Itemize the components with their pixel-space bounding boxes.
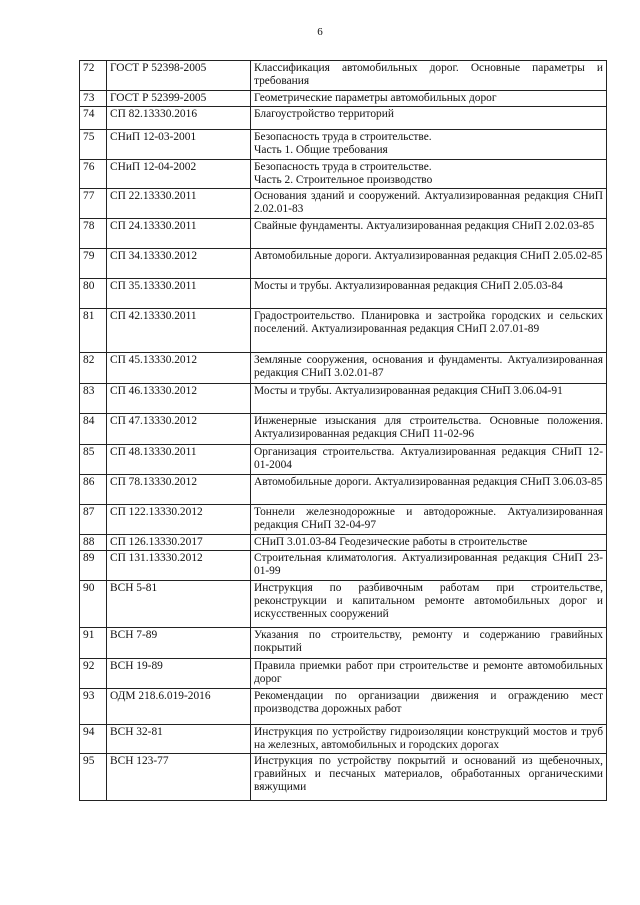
table-row bbox=[80, 249, 607, 279]
table-row bbox=[80, 659, 607, 689]
document-title bbox=[251, 659, 607, 689]
row-number: 83 bbox=[80, 384, 107, 414]
row-number: 91 bbox=[80, 628, 107, 659]
document-code: СП 22.13330.2011 bbox=[107, 189, 251, 219]
document-title-line: Тоннели железнодорожные и автодорожные. Актуализированная редакция СНиП 32-04-97 bbox=[254, 506, 603, 531]
document-code: СНиП 12-03-2001 bbox=[107, 130, 251, 160]
row-number: 72 bbox=[80, 61, 107, 91]
document-title bbox=[251, 189, 607, 219]
table-row bbox=[80, 189, 607, 219]
table-row bbox=[80, 754, 607, 801]
document-title-line: Часть 1. Общие требования bbox=[254, 144, 388, 156]
document-code: СП 47.13330.2012 bbox=[107, 414, 251, 445]
table-row bbox=[80, 279, 607, 309]
row-number: 76 bbox=[80, 160, 107, 189]
document-title-line: СНиП 3.01.03-84 Геодезические работы в строительстве bbox=[254, 536, 528, 548]
row-number: 89 bbox=[80, 551, 107, 581]
document-title-line: Инструкция по разбивочным работам при строительстве, реконструкции и капитальном ремонте автомобильных дорог и искусственных сооружений bbox=[254, 582, 603, 620]
document-title bbox=[251, 107, 607, 130]
document-title-line: Безопасность труда в строительстве. bbox=[254, 161, 432, 173]
document-title bbox=[251, 628, 607, 659]
document-title-line: Рекомендации по организации движения и ограждению мест производства дорожных работ bbox=[254, 690, 603, 715]
table-row bbox=[80, 475, 607, 505]
normative-documents-table bbox=[79, 60, 607, 801]
document-title bbox=[251, 91, 607, 107]
document-title-line: Безопасность труда в строительстве. bbox=[254, 131, 432, 143]
row-number: 88 bbox=[80, 535, 107, 551]
document-title-line: Инструкция по устройству гидроизоляции конструкций мостов и труб на железных, автомобильных и городских дорогах bbox=[254, 726, 603, 751]
document-title bbox=[251, 689, 607, 725]
row-number: 84 bbox=[80, 414, 107, 445]
table-row bbox=[80, 61, 607, 91]
document-code: СП 48.13330.2011 bbox=[107, 445, 251, 475]
row-number: 94 bbox=[80, 725, 107, 754]
document-title-line: Свайные фундаменты. Актуализированная редакция СНиП 2.02.03-85 bbox=[254, 220, 595, 232]
table-row bbox=[80, 505, 607, 535]
table-row bbox=[80, 689, 607, 725]
document-title-line: Указания по строительству, ремонту и содержанию гравийных покрытий bbox=[254, 629, 603, 654]
table-row bbox=[80, 445, 607, 475]
row-number: 74 bbox=[80, 107, 107, 130]
document-title-line: Правила приемки работ при строительстве и ремонте автомобильных дорог bbox=[254, 660, 603, 685]
table-row bbox=[80, 535, 607, 551]
document-title bbox=[251, 219, 607, 249]
document-title bbox=[251, 505, 607, 535]
document-code: СП 126.13330.2017 bbox=[107, 535, 251, 551]
document-code: СП 35.13330.2011 bbox=[107, 279, 251, 309]
document-title bbox=[251, 249, 607, 279]
document-title bbox=[251, 581, 607, 628]
row-number: 85 bbox=[80, 445, 107, 475]
document-code: СНиП 12-04-2002 bbox=[107, 160, 251, 189]
document-code: СП 42.13330.2011 bbox=[107, 309, 251, 353]
document-code: СП 45.13330.2012 bbox=[107, 353, 251, 384]
document-code: СП 131.13330.2012 bbox=[107, 551, 251, 581]
document-title bbox=[251, 475, 607, 505]
document-title-line: Классификация автомобильных дорог. Основные параметры и требования bbox=[254, 62, 603, 87]
row-number: 82 bbox=[80, 353, 107, 384]
table-row bbox=[80, 353, 607, 384]
row-number: 86 bbox=[80, 475, 107, 505]
document-code: ГОСТ Р 52399-2005 bbox=[107, 91, 251, 107]
row-number: 95 bbox=[80, 754, 107, 801]
table-row bbox=[80, 628, 607, 659]
document-code: ГОСТ Р 52398-2005 bbox=[107, 61, 251, 91]
row-number: 75 bbox=[80, 130, 107, 160]
row-number: 90 bbox=[80, 581, 107, 628]
document-title-line: Строительная климатология. Актуализированная редакция СНиП 23-01-99 bbox=[254, 552, 603, 577]
row-number: 81 bbox=[80, 309, 107, 353]
table-row bbox=[80, 309, 607, 353]
document-title bbox=[251, 551, 607, 581]
document-title-line: Градостроительство. Планировка и застройка городских и сельских поселений. Актуализированная редакция СНиП 2.07.01-89 bbox=[254, 310, 603, 335]
document-code: СП 34.13330.2012 bbox=[107, 249, 251, 279]
row-number: 77 bbox=[80, 189, 107, 219]
document-code: ВСН 19-89 bbox=[107, 659, 251, 689]
document-title bbox=[251, 61, 607, 91]
document-title bbox=[251, 309, 607, 353]
document-title-line: Организация строительства. Актуализированная редакция СНиП 12-01-2004 bbox=[254, 446, 603, 471]
row-number: 92 bbox=[80, 659, 107, 689]
table-row bbox=[80, 581, 607, 628]
document-title bbox=[251, 535, 607, 551]
document-title bbox=[251, 384, 607, 414]
document-title-line: Основания зданий и сооружений. Актуализированная редакция СНиП 2.02.01-83 bbox=[254, 190, 603, 215]
document-title bbox=[251, 279, 607, 309]
document-title bbox=[251, 725, 607, 754]
document-title-line: Земляные сооружения, основания и фундаменты. Актуализированная редакция СНиП 3.02.01-87 bbox=[254, 354, 603, 379]
document-title bbox=[251, 754, 607, 801]
document-code: СП 78.13330.2012 bbox=[107, 475, 251, 505]
row-number: 79 bbox=[80, 249, 107, 279]
row-number: 87 bbox=[80, 505, 107, 535]
document-title-line: Инструкция по устройству покрытий и оснований из щебеночных, гравийных и песчаных материалов, обработанных органическими вяжущими bbox=[254, 755, 603, 793]
table-row bbox=[80, 551, 607, 581]
document-code: СП 24.13330.2011 bbox=[107, 219, 251, 249]
document-code: ВСН 7-89 bbox=[107, 628, 251, 659]
page-number: 6 bbox=[317, 26, 323, 38]
document-code: ВСН 5-81 bbox=[107, 581, 251, 628]
table-row bbox=[80, 91, 607, 107]
document-title bbox=[251, 414, 607, 445]
table-row bbox=[80, 725, 607, 754]
table-row bbox=[80, 219, 607, 249]
document-title bbox=[251, 445, 607, 475]
table-row bbox=[80, 160, 607, 189]
row-number: 80 bbox=[80, 279, 107, 309]
document-title-line: Мосты и трубы. Актуализированная редакция СНиП 3.06.04-91 bbox=[254, 385, 563, 397]
document-code: ОДМ 218.6.019-2016 bbox=[107, 689, 251, 725]
document-title-line: Инженерные изыскания для строительства. Основные положения. Актуализированная редакция СНиП 11-02-96 bbox=[254, 415, 603, 440]
document-title bbox=[251, 130, 607, 160]
row-number: 78 bbox=[80, 219, 107, 249]
document-title-line: Автомобильные дороги. Актуализированная редакция СНиП 3.06.03-85 bbox=[254, 476, 603, 488]
table-row bbox=[80, 107, 607, 130]
document-title-line: Геометрические параметры автомобильных дорог bbox=[254, 92, 497, 104]
document-title-line: Автомобильные дороги. Актуализированная редакция СНиП 2.05.02-85 bbox=[254, 250, 603, 262]
table-row bbox=[80, 384, 607, 414]
document-code: СП 46.13330.2012 bbox=[107, 384, 251, 414]
document-title bbox=[251, 160, 607, 189]
document-title bbox=[251, 353, 607, 384]
document-title-line: Мосты и трубы. Актуализированная редакция СНиП 2.05.03-84 bbox=[254, 280, 563, 292]
document-code: СП 122.13330.2012 bbox=[107, 505, 251, 535]
document-code: ВСН 32-81 bbox=[107, 725, 251, 754]
row-number: 73 bbox=[80, 91, 107, 107]
table-row bbox=[80, 414, 607, 445]
document-code: ВСН 123-77 bbox=[107, 754, 251, 801]
row-number: 93 bbox=[80, 689, 107, 725]
document-title-line: Благоустройство территорий bbox=[254, 108, 394, 120]
document-code: СП 82.13330.2016 bbox=[107, 107, 251, 130]
table-row bbox=[80, 130, 607, 160]
document-title-line: Часть 2. Строительное производство bbox=[254, 174, 433, 186]
